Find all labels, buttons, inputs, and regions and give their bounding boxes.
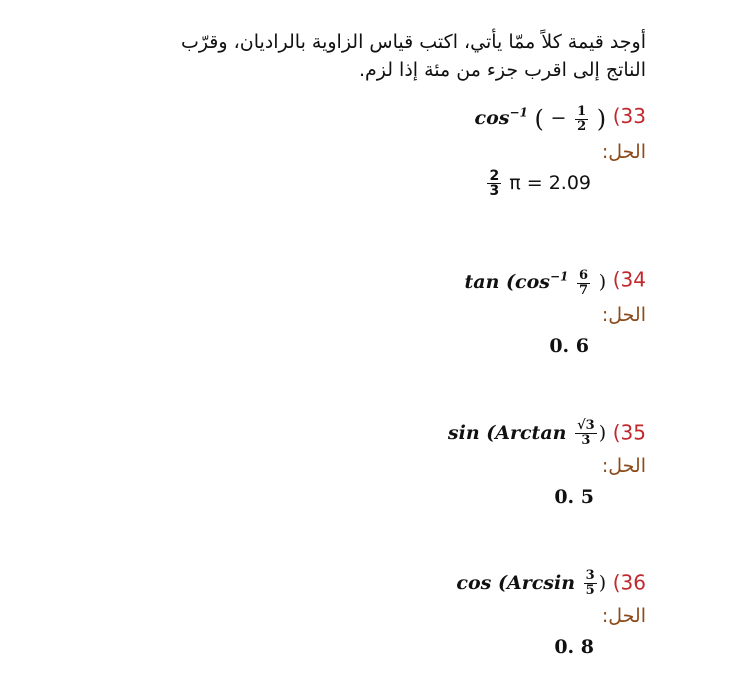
problem-34-func: tan (cos	[464, 271, 550, 294]
problem-35-close-paren: )	[598, 421, 607, 444]
problem-33-answer	[286, 168, 646, 200]
problem-36-answer-value: 0. 8	[554, 635, 594, 658]
problem-36-close-paren: )	[598, 571, 607, 594]
problem-36-fraction-numerator: 3	[585, 568, 595, 583]
problem-34-question	[286, 260, 646, 299]
problem-36-answer	[286, 632, 646, 664]
problem-35	[286, 414, 646, 514]
problem-34-fraction-numerator: 6	[579, 267, 589, 283]
problem-35-fraction-numerator: √3	[577, 418, 595, 433]
problem-34-answer	[286, 331, 646, 363]
problem-35-number: (35	[612, 420, 646, 445]
problem-36-fraction-denominator: 5	[585, 583, 595, 598]
problem-35-solution-label: الحل:	[601, 454, 646, 477]
problem-34-solution-label: الحل:	[601, 304, 646, 327]
problem-36-expression	[456, 568, 612, 598]
problem-36-func: cos (Arcsin	[456, 571, 576, 594]
problem-35-expression	[447, 418, 613, 448]
problem-33-superscript: −1	[509, 106, 528, 120]
problem-33-answer-value: π = 2.09	[509, 172, 591, 195]
instructions-line-1: أوجد قيمة كلاً ممّا يأتي، اكتب قياس الزاوية بالراديان، وقرّب	[180, 31, 646, 53]
problem-34-answer-value: 0. 6	[549, 335, 589, 358]
problem-35-question	[286, 414, 646, 450]
problem-34-superscript: −1	[549, 270, 569, 284]
instructions-line-2: الناتج إلى اقرب جزء من مئة إذا لزم.	[358, 59, 646, 81]
problem-34-number: (34	[612, 267, 646, 292]
problem-33-answer-numerator: 2	[489, 168, 500, 185]
problem-34	[286, 260, 646, 363]
problem-33-number: (33	[612, 104, 646, 129]
problem-35-answer	[286, 482, 646, 514]
problem-33-solution-label: الحل:	[601, 141, 646, 164]
problem-34-close-paren: )	[598, 271, 607, 294]
problem-33-func: cos	[474, 107, 510, 130]
problem-33-fraction-denominator: 2	[577, 118, 587, 134]
problem-36-number: (36	[612, 570, 646, 595]
problem-33	[286, 96, 646, 200]
problem-35-answer-value: 0. 5	[554, 485, 594, 508]
problem-33-expression: $\cos^{-1}$ ( − $\frac{1}{2}$ )	[474, 103, 607, 134]
problem-33-fraction-numerator: 1	[577, 103, 587, 119]
problem-34-fraction	[577, 269, 590, 298]
problem-33-answer-fraction	[487, 169, 501, 198]
problem-33-fraction	[575, 105, 588, 134]
problem-35-fraction-denominator: 3	[581, 433, 591, 448]
problem-34-expression	[464, 267, 613, 298]
problem-33-question	[286, 96, 646, 136]
problem-34-fraction-denominator: 7	[579, 282, 589, 298]
problem-36-fraction	[584, 569, 597, 598]
problem-33-answer-denominator: 3	[489, 183, 500, 200]
problem-36	[286, 564, 646, 664]
problem-36-solution-label: الحل:	[601, 604, 646, 627]
problem-35-func: sin (Arctan	[447, 421, 567, 444]
instructions	[106, 28, 646, 84]
problem-35-fraction	[575, 419, 597, 448]
problem-36-question	[286, 564, 646, 600]
